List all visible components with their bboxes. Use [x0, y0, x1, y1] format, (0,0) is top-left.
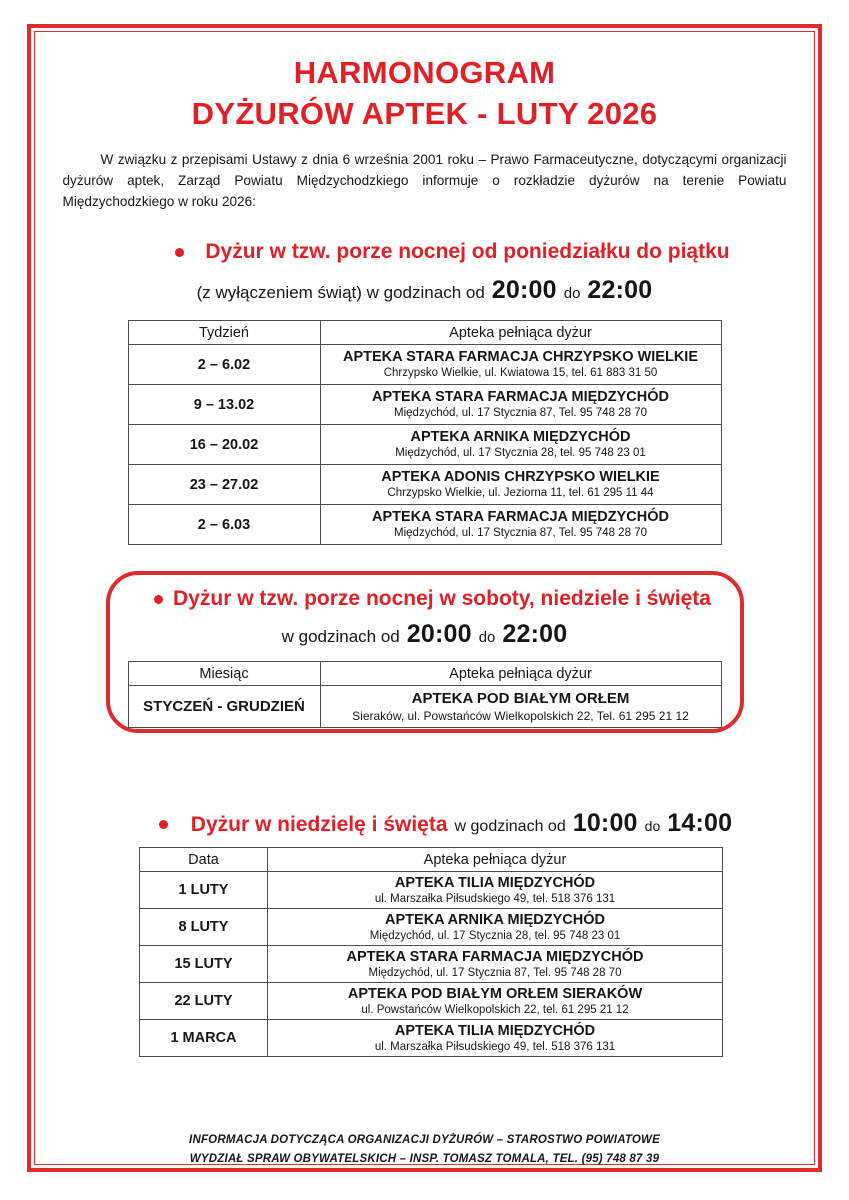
duty-table-sunday — [139, 847, 723, 1057]
hours-prefix: w godzinach od — [281, 627, 400, 646]
duty-table-weekday — [128, 320, 722, 545]
pharmacy-cell — [320, 686, 721, 728]
duty-period-cell: 15 LUTY — [140, 946, 268, 983]
footer-note — [0, 1131, 849, 1168]
footer-line2: WYDZIAŁ SPRAW OBYWATELSKICH – INSP. TOMASZ TOMALA, TEL. (95) 748 87 39 — [189, 1152, 660, 1165]
hours-from: 20:00 — [406, 620, 472, 648]
pharmacy-address: Międzychód, ul. 17 Stycznia 87, Tel. 95 748 28 70 — [368, 966, 622, 979]
column-header-date: Data — [140, 848, 268, 872]
pharmacy-name: APTEKA POD BIAŁYM ORŁEM SIERAKÓW — [347, 985, 643, 1002]
section-sunday-title: Dyżur w niedzielę i święta — [190, 813, 448, 836]
pharmacy-name: APTEKA ARNIKA MIĘDZYCHÓD — [385, 911, 605, 928]
duty-period-cell: 2 – 6.02 — [128, 345, 320, 385]
pharmacy-name: APTEKA TILIA MIĘDZYCHÓD — [394, 874, 596, 891]
footer-line1: INFORMACJA DOTYCZĄCA ORGANIZACJI DYŻURÓW – STAROSTWO POWIATOWE — [189, 1134, 660, 1146]
table-header-row — [128, 662, 721, 686]
pharmacy-name: APTEKA TILIA MIĘDZYCHÓD — [394, 1022, 596, 1039]
column-header-week: Tydzień — [128, 321, 320, 345]
pharmacy-name: APTEKA POD BIAŁYM ORŁEM — [411, 690, 630, 707]
duty-period-cell: 16 – 20.02 — [128, 425, 320, 465]
table-row — [128, 385, 721, 425]
table-row — [128, 505, 721, 545]
hours-to: 14:00 — [667, 809, 733, 837]
bullet-dot-icon — [154, 595, 163, 604]
pharmacy-cell — [320, 345, 721, 385]
pharmacy-name: APTEKA STARA FARMACJA MIĘDZYCHÓD — [346, 948, 644, 965]
table-row — [140, 1020, 723, 1057]
column-header-month: Miesiąc — [128, 662, 320, 686]
table-header-row — [140, 848, 723, 872]
column-header-pharmacy: Apteka pełniąca dyżur — [268, 848, 723, 872]
duty-period-cell: 1 MARCA — [140, 1020, 268, 1057]
section-weekend-hours — [110, 619, 740, 653]
table-row — [128, 425, 721, 465]
pharmacy-name: APTEKA STARA FARMACJA MIĘDZYCHÓD — [372, 389, 669, 405]
duty-period-cell: 22 LUTY — [140, 983, 268, 1020]
page-title-line1: HARMONOGRAM — [293, 55, 556, 90]
section-sunday-heading — [21, 809, 849, 839]
pharmacy-cell — [320, 385, 721, 425]
hours-prefix: (z wyłączeniem świąt) w godzinach od — [196, 283, 485, 302]
table-header-row — [128, 321, 721, 345]
column-header-pharmacy: Apteka pełniąca dyżur — [320, 321, 721, 345]
section-weekday-hours — [0, 275, 849, 309]
pharmacy-address: Międzychód, ul. 17 Stycznia 87, Tel. 95 748 28 70 — [394, 527, 647, 539]
pharmacy-cell — [320, 465, 721, 505]
pharmacy-address: Międzychód, ul. 17 Stycznia 87, Tel. 95 748 28 70 — [394, 407, 647, 419]
hours-to: 22:00 — [502, 620, 568, 648]
pharmacy-address: Chrzypsko Wielkie, ul. Jeziorna 11, tel. 61 295 11 44 — [387, 487, 654, 499]
section-weekday-heading — [28, 238, 849, 266]
pharmacy-cell — [320, 505, 721, 545]
page-title-line2: DYŻURÓW APTEK - LUTY 2026 — [191, 96, 658, 131]
bullet-dot-icon — [159, 820, 168, 829]
hours-to: 22:00 — [587, 276, 653, 304]
column-header-pharmacy: Apteka pełniąca dyżur — [320, 662, 721, 686]
intro-paragraph: W związku z przepisami Ustawy z dnia 6 września 2001 roku – Prawo Farmaceutyczne, dotyczącymi organizacji dyżurów aptek, Zarząd Powiatu Międzychodzkiego informuje o rozkładzie dyżurów na terenie Powiatu Międzychodzkiego w roku 2026: — [62, 152, 787, 209]
hours-separator: do — [478, 629, 496, 646]
pharmacy-cell — [268, 909, 723, 946]
bullet-dot-icon — [175, 248, 184, 257]
table-row — [128, 465, 721, 505]
section-weekday-title: Dyżur w tzw. porze nocnej od poniedziałku do piątku — [205, 240, 730, 263]
section-weekend-heading — [118, 585, 748, 613]
table-row — [140, 983, 723, 1020]
table-row — [128, 686, 721, 728]
hours-from: 10:00 — [572, 809, 638, 837]
duty-period-cell: 1 LUTY — [140, 872, 268, 909]
pharmacy-cell — [268, 872, 723, 909]
pharmacy-address: Międzychód, ul. 17 Stycznia 28, tel. 95 748 23 01 — [369, 929, 621, 942]
pharmacy-address: ul. Marszałka Piłsudskiego 49, tel. 518 376 131 — [374, 1040, 616, 1053]
pharmacy-cell — [268, 1020, 723, 1057]
pharmacy-cell — [320, 425, 721, 465]
duty-period-cell: 2 – 6.03 — [128, 505, 320, 545]
pharmacy-cell — [268, 946, 723, 983]
pharmacy-address: ul. Powstańców Wielkopolskich 22, tel. 61 295 21 12 — [361, 1003, 629, 1016]
pharmacy-address: ul. Marszałka Piłsudskiego 49, tel. 518 376 131 — [374, 892, 616, 905]
hours-from: 20:00 — [491, 276, 557, 304]
table-row — [140, 909, 723, 946]
hours-prefix: w godzinach od — [454, 818, 566, 835]
pharmacy-name: APTEKA STARA FARMACJA CHRZYPSKO WIELKIE — [343, 349, 698, 365]
duty-period-cell: 9 – 13.02 — [128, 385, 320, 425]
pharmacy-name: APTEKA STARA FARMACJA MIĘDZYCHÓD — [372, 509, 669, 525]
section-weekend-title: Dyżur w tzw. porze nocnej w soboty, niedziele i święta — [173, 587, 711, 610]
page-title — [0, 52, 849, 134]
weekend-night-highlight-box — [106, 571, 744, 733]
table-row — [128, 345, 721, 385]
pharmacy-address: Sieraków, ul. Powstańców Wielkopolskich 22, Tel. 61 295 21 12 — [352, 709, 689, 723]
hours-separator: do — [644, 818, 661, 834]
pharmacy-cell — [268, 983, 723, 1020]
duty-period-cell: 23 – 27.02 — [128, 465, 320, 505]
pharmacy-name: APTEKA ADONIS CHRZYPSKO WIELKIE — [381, 469, 660, 485]
pharmacy-address: Międzychód, ul. 17 Stycznia 28, tel. 95 748 23 01 — [395, 447, 646, 459]
table-row — [140, 872, 723, 909]
duty-table-weekend-night — [128, 661, 722, 728]
pharmacy-name: APTEKA ARNIKA MIĘDZYCHÓD — [410, 429, 631, 445]
duty-period-cell: STYCZEŃ - GRUDZIEŃ — [128, 686, 320, 728]
table-row — [140, 946, 723, 983]
hours-separator: do — [563, 285, 581, 302]
duty-period-cell: 8 LUTY — [140, 909, 268, 946]
pharmacy-address: Chrzypsko Wielkie, ul. Kwiatowa 15, tel. 61 883 31 50 — [383, 367, 658, 379]
